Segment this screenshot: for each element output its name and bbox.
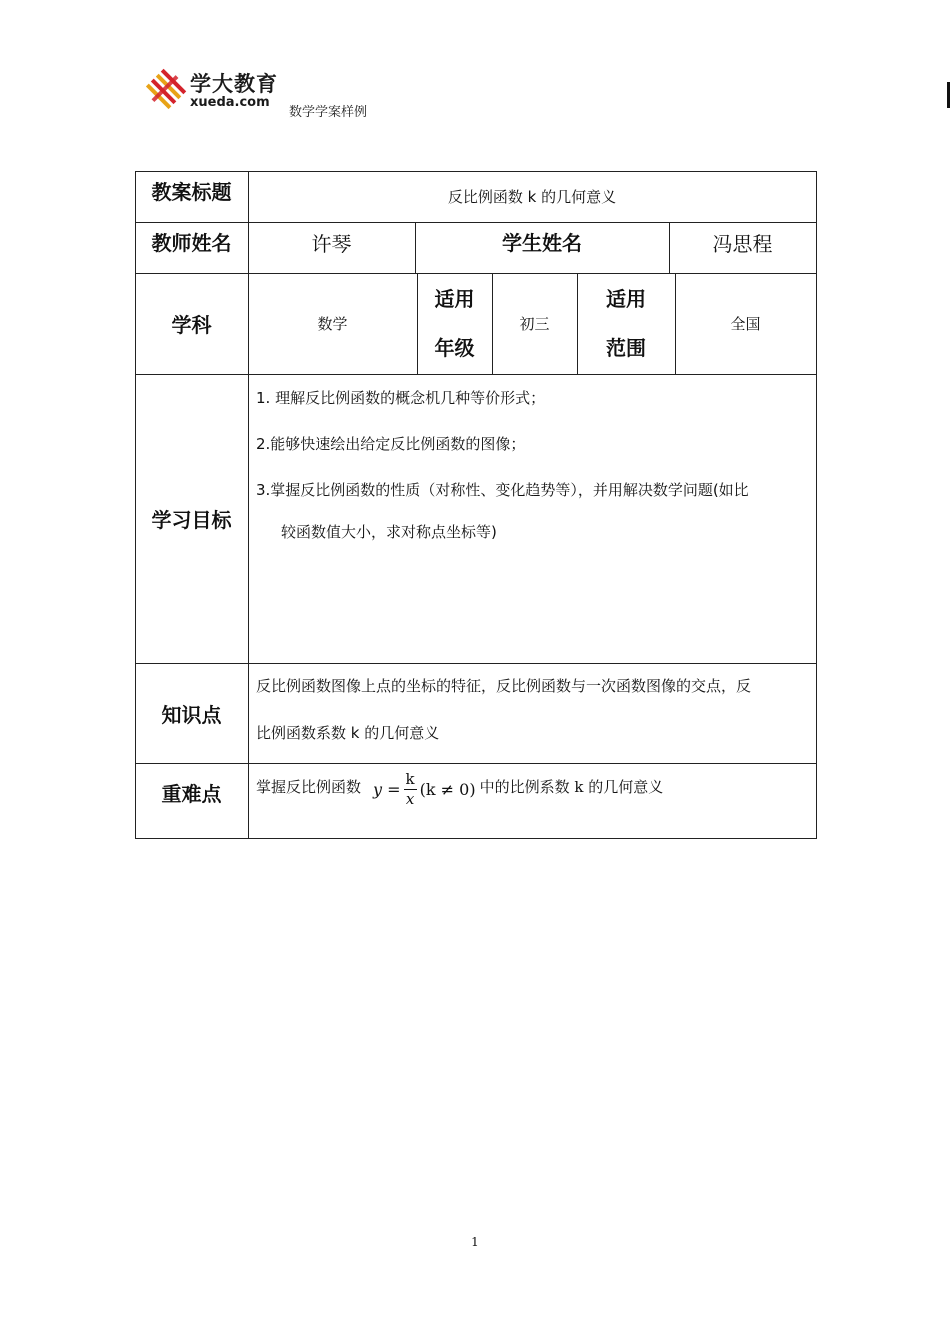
goals-label: 学习目标 [151, 508, 232, 532]
difficulty-suffix: 中的比例系数 k 的几何意义 [479, 778, 664, 796]
formula-numerator: k [405, 770, 415, 788]
brand-domain: xueda.com [190, 95, 270, 110]
scope-label [577, 273, 675, 374]
knowledge-line: 反比例函数图像上点的坐标的特征，反比例函数与一次函数图像的交点，反 [256, 677, 752, 695]
knowledge-text [248, 663, 816, 763]
title-value: 反比例函数 k 的几何意义 [447, 188, 617, 206]
scope-label-line2: 范围 [606, 335, 646, 360]
student-label: 学生姓名 [502, 231, 582, 255]
grade-label-line2: 年级 [434, 335, 475, 360]
document-header [143, 66, 443, 126]
title-label: 教案标题 [151, 180, 232, 204]
scope-label-line1: 适用 [606, 286, 646, 311]
grade-label [417, 273, 492, 374]
goal-item: 2.能够快速绘出给定反比例函数的图像； [256, 434, 526, 453]
goal-item-continuation: 较函数值大小，求对称点坐标等) [281, 523, 497, 542]
difficulty-label: 重难点 [161, 782, 222, 806]
grade-value: 初三 [519, 315, 550, 333]
page-number: 1 [471, 1235, 479, 1249]
goal-item: 1. 理解反比例函数的概念机几种等价形式； [256, 389, 546, 407]
formula-lhs: y = [373, 780, 401, 799]
goals-list [248, 374, 816, 663]
brand-name: 学大教育 [190, 72, 278, 96]
formula-fraction [404, 772, 417, 807]
difficulty-prefix: 掌握反比例函数 [256, 778, 362, 796]
teacher-value: 许琴 [311, 232, 352, 256]
teacher-label: 教师姓名 [151, 231, 232, 255]
student-value: 冯思程 [712, 232, 773, 256]
scope-value: 全国 [730, 315, 761, 333]
xueda-logo-icon [143, 68, 187, 112]
formula-condition: (k ≠ 0) [419, 780, 476, 799]
difficulty-text [248, 763, 816, 838]
knowledge-line: 比例函数系数 k 的几何意义 [256, 723, 440, 742]
inverse-proportion-formula [373, 772, 476, 807]
header-subtitle: 数学学案样例 [289, 105, 368, 120]
lesson-plan-table [135, 171, 817, 839]
goal-item: 3.掌握反比例函数的性质（对称性、变化趋势等），并用解决数学问题(如比 [256, 480, 749, 499]
grade-label-line1: 适用 [434, 286, 475, 311]
knowledge-label: 知识点 [161, 702, 222, 727]
subject-label: 学科 [171, 313, 212, 337]
subject-value: 数学 [317, 315, 348, 333]
formula-denominator: x [405, 790, 415, 808]
